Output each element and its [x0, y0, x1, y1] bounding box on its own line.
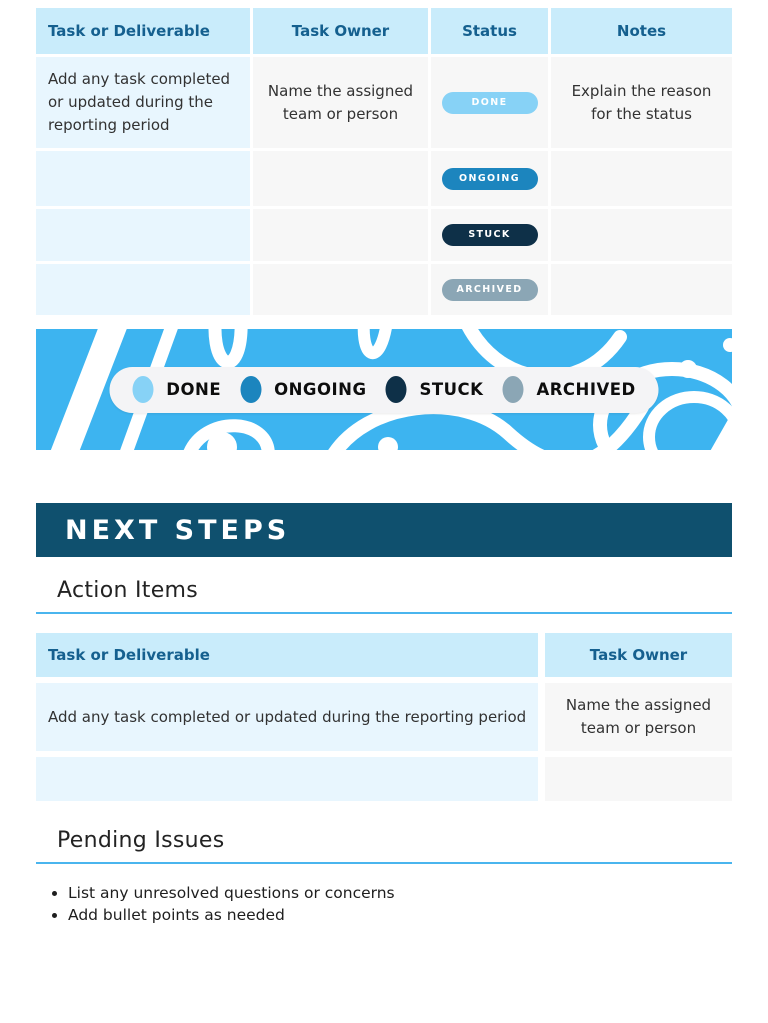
status-table-row2-notes: [551, 151, 732, 206]
status-table-header-owner: Task Owner: [253, 8, 428, 54]
action-table-row2-owner: [545, 757, 732, 801]
stuck-dot-icon: [386, 376, 407, 403]
action-items-table: [36, 633, 732, 801]
status-table-row4-task: [36, 264, 250, 315]
next-steps-banner: [36, 503, 732, 557]
pending-issues-heading: Pending Issues: [36, 828, 732, 864]
legend-label-done: DONE: [166, 380, 222, 399]
status-table-row3-task: [36, 209, 250, 261]
decorative-banner: [36, 329, 732, 450]
status-table-row3-notes: [551, 209, 732, 261]
legend-item-archived: [502, 376, 635, 403]
action-table-row1-task: Add any task completed or updated during the reporting period: [36, 683, 538, 751]
status-table-row1-status: [431, 57, 548, 148]
status-table-row3-status: [431, 209, 548, 261]
status-badge-archived: ARCHIVED: [442, 279, 538, 301]
action-table-row2-task: [36, 757, 538, 801]
done-dot-icon: [132, 376, 153, 403]
action-table-header-task: Task or Deliverable: [36, 633, 538, 677]
status-badge-done: DONE: [442, 92, 538, 114]
status-badge-stuck: STUCK: [442, 224, 538, 246]
legend-label-archived: ARCHIVED: [536, 380, 636, 399]
status-legend: [110, 367, 659, 413]
status-table-header-notes: Notes: [551, 8, 732, 54]
status-table-row3-owner: [253, 209, 428, 261]
action-table-row1-owner: Name the assigned team or person: [545, 683, 732, 751]
archived-dot-icon: [502, 376, 523, 403]
status-table-row1-owner: Name the assigned team or person: [253, 57, 428, 148]
pending-issue-item: • List any unresolved questions or concerns: [68, 882, 732, 904]
legend-item-stuck: [386, 376, 484, 403]
legend-item-ongoing: [240, 376, 366, 403]
status-table-row4-status: [431, 264, 548, 315]
status-table-row1-notes: Explain the reason for the status: [551, 57, 732, 148]
report-page: [0, 8, 768, 1023]
status-table-header-task: Task or Deliverable: [36, 8, 250, 54]
status-table-row4-notes: [551, 264, 732, 315]
status-table-row2-task: [36, 151, 250, 206]
pending-issue-item: • Add bullet points as needed: [68, 904, 732, 926]
action-items-heading: Action Items: [36, 578, 732, 614]
next-steps-title: NEXT STEPS: [65, 514, 291, 546]
legend-item-done: [132, 376, 221, 403]
pending-issues-list: [36, 882, 732, 926]
status-table-row2-status: [431, 151, 548, 206]
status-table-header-status: Status: [431, 8, 548, 54]
legend-label-ongoing: ONGOING: [274, 380, 367, 399]
ongoing-dot-icon: [240, 376, 261, 403]
status-table: [36, 8, 732, 315]
status-badge-ongoing: ONGOING: [442, 168, 538, 190]
status-table-row4-owner: [253, 264, 428, 315]
action-table-header-owner: Task Owner: [545, 633, 732, 677]
status-table-row2-owner: [253, 151, 428, 206]
legend-label-stuck: STUCK: [419, 380, 484, 399]
status-table-row1-task: Add any task completed or updated during the reporting period: [36, 57, 250, 148]
